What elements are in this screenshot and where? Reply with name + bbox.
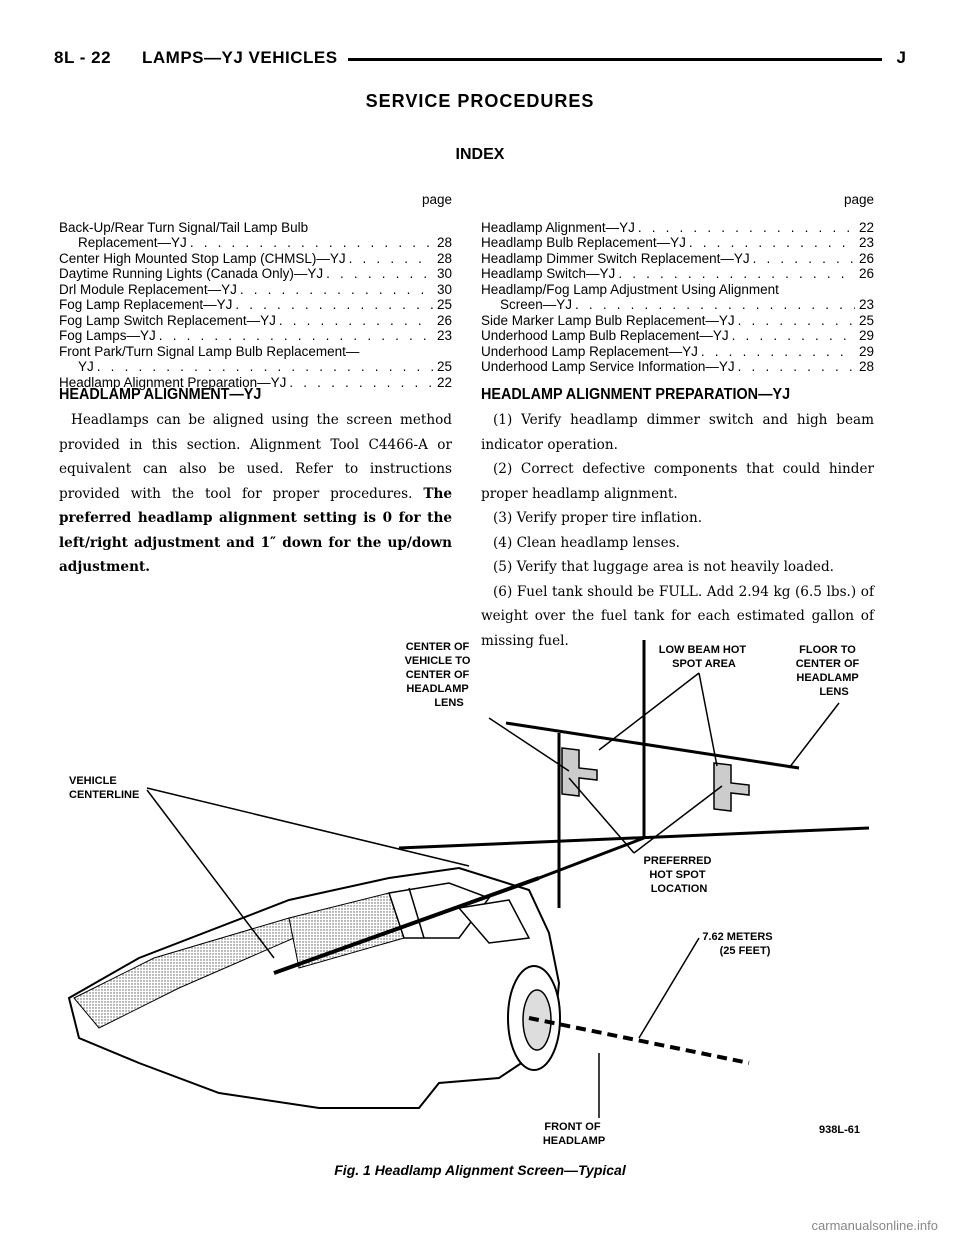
index-entry-page: 26 [436, 312, 452, 328]
index-entry [481, 313, 874, 329]
leader-dots [738, 313, 855, 329]
index-entry-label: Headlamp Switch—YJ [481, 266, 616, 281]
index-entry [481, 328, 874, 344]
index-entry-label: Headlamp Alignment Preparation—YJ [59, 374, 287, 390]
index-entry-page: 28 [858, 359, 874, 374]
index-entry-label: Back-Up/Rear Turn Signal/Tail Lamp Bulb [59, 219, 309, 235]
step: (4) Clean headlamp lenses. [493, 534, 680, 551]
alignment-text: Headlamps can be aligned using the screen method provided in this section. Alignment Tool C4466-A or equivalent can also be used. Refer to instructions provided with the tool for proper procedures. [59, 412, 452, 502]
header-rule [314, 58, 882, 61]
preparation-steps [481, 408, 874, 653]
index-entry-label: Headlamp Dimmer Switch Replacement—YJ [481, 250, 750, 266]
index-entry-page: 22 [858, 219, 874, 235]
index-right-column [481, 192, 874, 375]
index-entry-page: 26 [858, 266, 874, 281]
leader-dots [97, 359, 433, 375]
step: (6) Fuel tank should be FULL. Add 2.94 kg (6.5 lbs.) of weight over the fuel tank for each estimated gallon of missing fuel. [481, 583, 874, 649]
index-entry-label: Drl Module Replacement—YJ [59, 281, 237, 297]
index-entry-label: Center High Mounted Stop Lamp (CHMSL)—YJ [59, 250, 346, 266]
leader-dots [326, 266, 433, 282]
index-entry-continuation: YJ [78, 359, 94, 374]
index-title: INDEX [455, 146, 505, 163]
page-number: 8L - 22 [54, 48, 112, 67]
index-entry-label: Headlamp Alignment—YJ [481, 219, 635, 235]
index-entry-label: Headlamp/Fog Lamp Adjustment Using Alignment [481, 281, 779, 297]
index-entry [481, 235, 874, 251]
index-entry [481, 251, 874, 267]
index-entry-label: Daytime Running Lights (Canada Only)—YJ [59, 266, 324, 281]
label-vehicle-centerline: VEHICLE CENTERLINE [69, 775, 140, 801]
index-entry-page: 22 [436, 374, 452, 390]
index-entry-continuation: Replacement—YJ [78, 235, 187, 250]
watermark: carmanualsonline.info [811, 1218, 938, 1233]
label-low-beam-hot-spot: LOW BEAM HOT SPOT AREA [658, 644, 747, 670]
leader-dots [618, 266, 855, 282]
index-entry [481, 344, 874, 360]
alignment-paragraph [59, 408, 452, 580]
index-entry [59, 251, 452, 267]
headlamp-alignment-figure [59, 638, 901, 1153]
leader-dots [732, 328, 855, 344]
step: (5) Verify that luggage area is not heavily loaded. [493, 559, 834, 575]
left-hot-spot [562, 748, 597, 796]
leader-dots [235, 297, 433, 313]
index-entry-continuation: Screen—YJ [500, 297, 573, 312]
leader-dots [240, 282, 433, 298]
index-entry [481, 297, 874, 313]
label-floor-to-center: FLOOR TO CENTER OF HEADLAMP LENS [795, 644, 860, 698]
preparation-heading: HEADLAMP ALIGNMENT PREPARATION—YJ [481, 386, 791, 403]
index-entry [59, 328, 452, 344]
right-hot-spot [714, 763, 749, 811]
step: (1) Verify headlamp dimmer switch and high beam indicator operation. [481, 412, 874, 453]
step: (2) Correct defective components that could hinder proper headlamp alignment. [481, 461, 874, 502]
index-entry-page: 25 [858, 312, 874, 328]
leader-dots [279, 313, 433, 329]
index-entry-page: 23 [858, 235, 874, 250]
figure-code: 938L-61 [819, 1124, 860, 1136]
index-entry-label: Fog Lamp Replacement—YJ [59, 297, 233, 312]
leader-dots [289, 375, 433, 391]
page-title: SERVICE PROCEDURES [365, 91, 595, 111]
index-entry-label: Underhood Lamp Replacement—YJ [481, 343, 698, 359]
leader-dots [689, 235, 855, 251]
index-entry [59, 282, 452, 298]
index-entry [59, 235, 452, 251]
leader-dots [638, 220, 855, 236]
index-entry-label: Headlamp Bulb Replacement—YJ [481, 235, 686, 250]
index-entry-label: Fog Lamp Switch Replacement—YJ [59, 312, 276, 328]
front-of-headlamp-line [529, 1018, 749, 1063]
label-distance: 7.62 METERS (25 FEET) [702, 931, 773, 957]
index-entry-page: 25 [436, 359, 452, 374]
leader-dots [701, 344, 855, 360]
index-entry [481, 266, 874, 282]
alignment-heading: HEADLAMP ALIGNMENT—YJ [59, 386, 262, 403]
figure-caption: Fig. 1 Headlamp Alignment Screen—Typical [334, 1162, 626, 1178]
floor-line [399, 828, 869, 848]
index-entry-page: 23 [436, 328, 452, 343]
label-center-of-vehicle: CENTER OF VEHICLE TO CENTER OF HEADLAMP LENS [404, 641, 471, 709]
index-entry-label: Fog Lamps—YJ [59, 328, 156, 343]
index-entry-label: Side Marker Lamp Bulb Replacement—YJ [481, 312, 735, 328]
index-page-label: page [843, 192, 874, 207]
header-letter: J [896, 48, 906, 67]
alignment-bold-text: The preferred headlamp alignment setting is 0 for the left/right adjustment and 1″ down for the up/down adjustment. [59, 485, 452, 575]
index-entry-page: 28 [436, 250, 452, 266]
index-entry [59, 297, 452, 313]
leader-dots [738, 359, 855, 375]
index-entry-page: 26 [858, 250, 874, 266]
label-preferred-hot-spot: PREFERRED HOT SPOT LOCATION [643, 855, 712, 895]
index-entry-page: 29 [858, 343, 874, 359]
index-entry [481, 220, 874, 236]
index-entry [481, 359, 874, 375]
index-left-column [59, 192, 452, 390]
index-entry-label: Underhood Lamp Bulb Replacement—YJ [481, 328, 729, 343]
step: (3) Verify proper tire inflation. [493, 510, 703, 526]
index-entry-page: 30 [436, 281, 452, 297]
index-entry-page: 29 [858, 328, 874, 343]
index-entry-label: Front Park/Turn Signal Lamp Bulb Replacement— [59, 343, 360, 359]
index-entry-page: 30 [436, 266, 452, 281]
index-page-label: page [421, 192, 452, 207]
leader-dots [349, 251, 433, 267]
section-title: LAMPS—YJ VEHICLES [142, 48, 348, 68]
index-entry [59, 359, 452, 375]
index-entry-label: Underhood Lamp Service Information—YJ [481, 359, 735, 374]
screen-horizontal-line [506, 723, 799, 768]
index-entry-page: 23 [858, 297, 874, 312]
leader-dots [190, 235, 433, 251]
index-entry [59, 313, 452, 329]
page-header [54, 46, 906, 76]
label-front-of-headlamp: FRONT OF HEADLAMP [542, 1121, 606, 1147]
leader-dots [753, 251, 855, 267]
leader-dots [575, 297, 855, 313]
index-entry-page: 28 [436, 235, 452, 250]
leader-dots [159, 328, 433, 344]
index-entry [59, 266, 452, 282]
index-entry-page: 25 [436, 297, 452, 312]
